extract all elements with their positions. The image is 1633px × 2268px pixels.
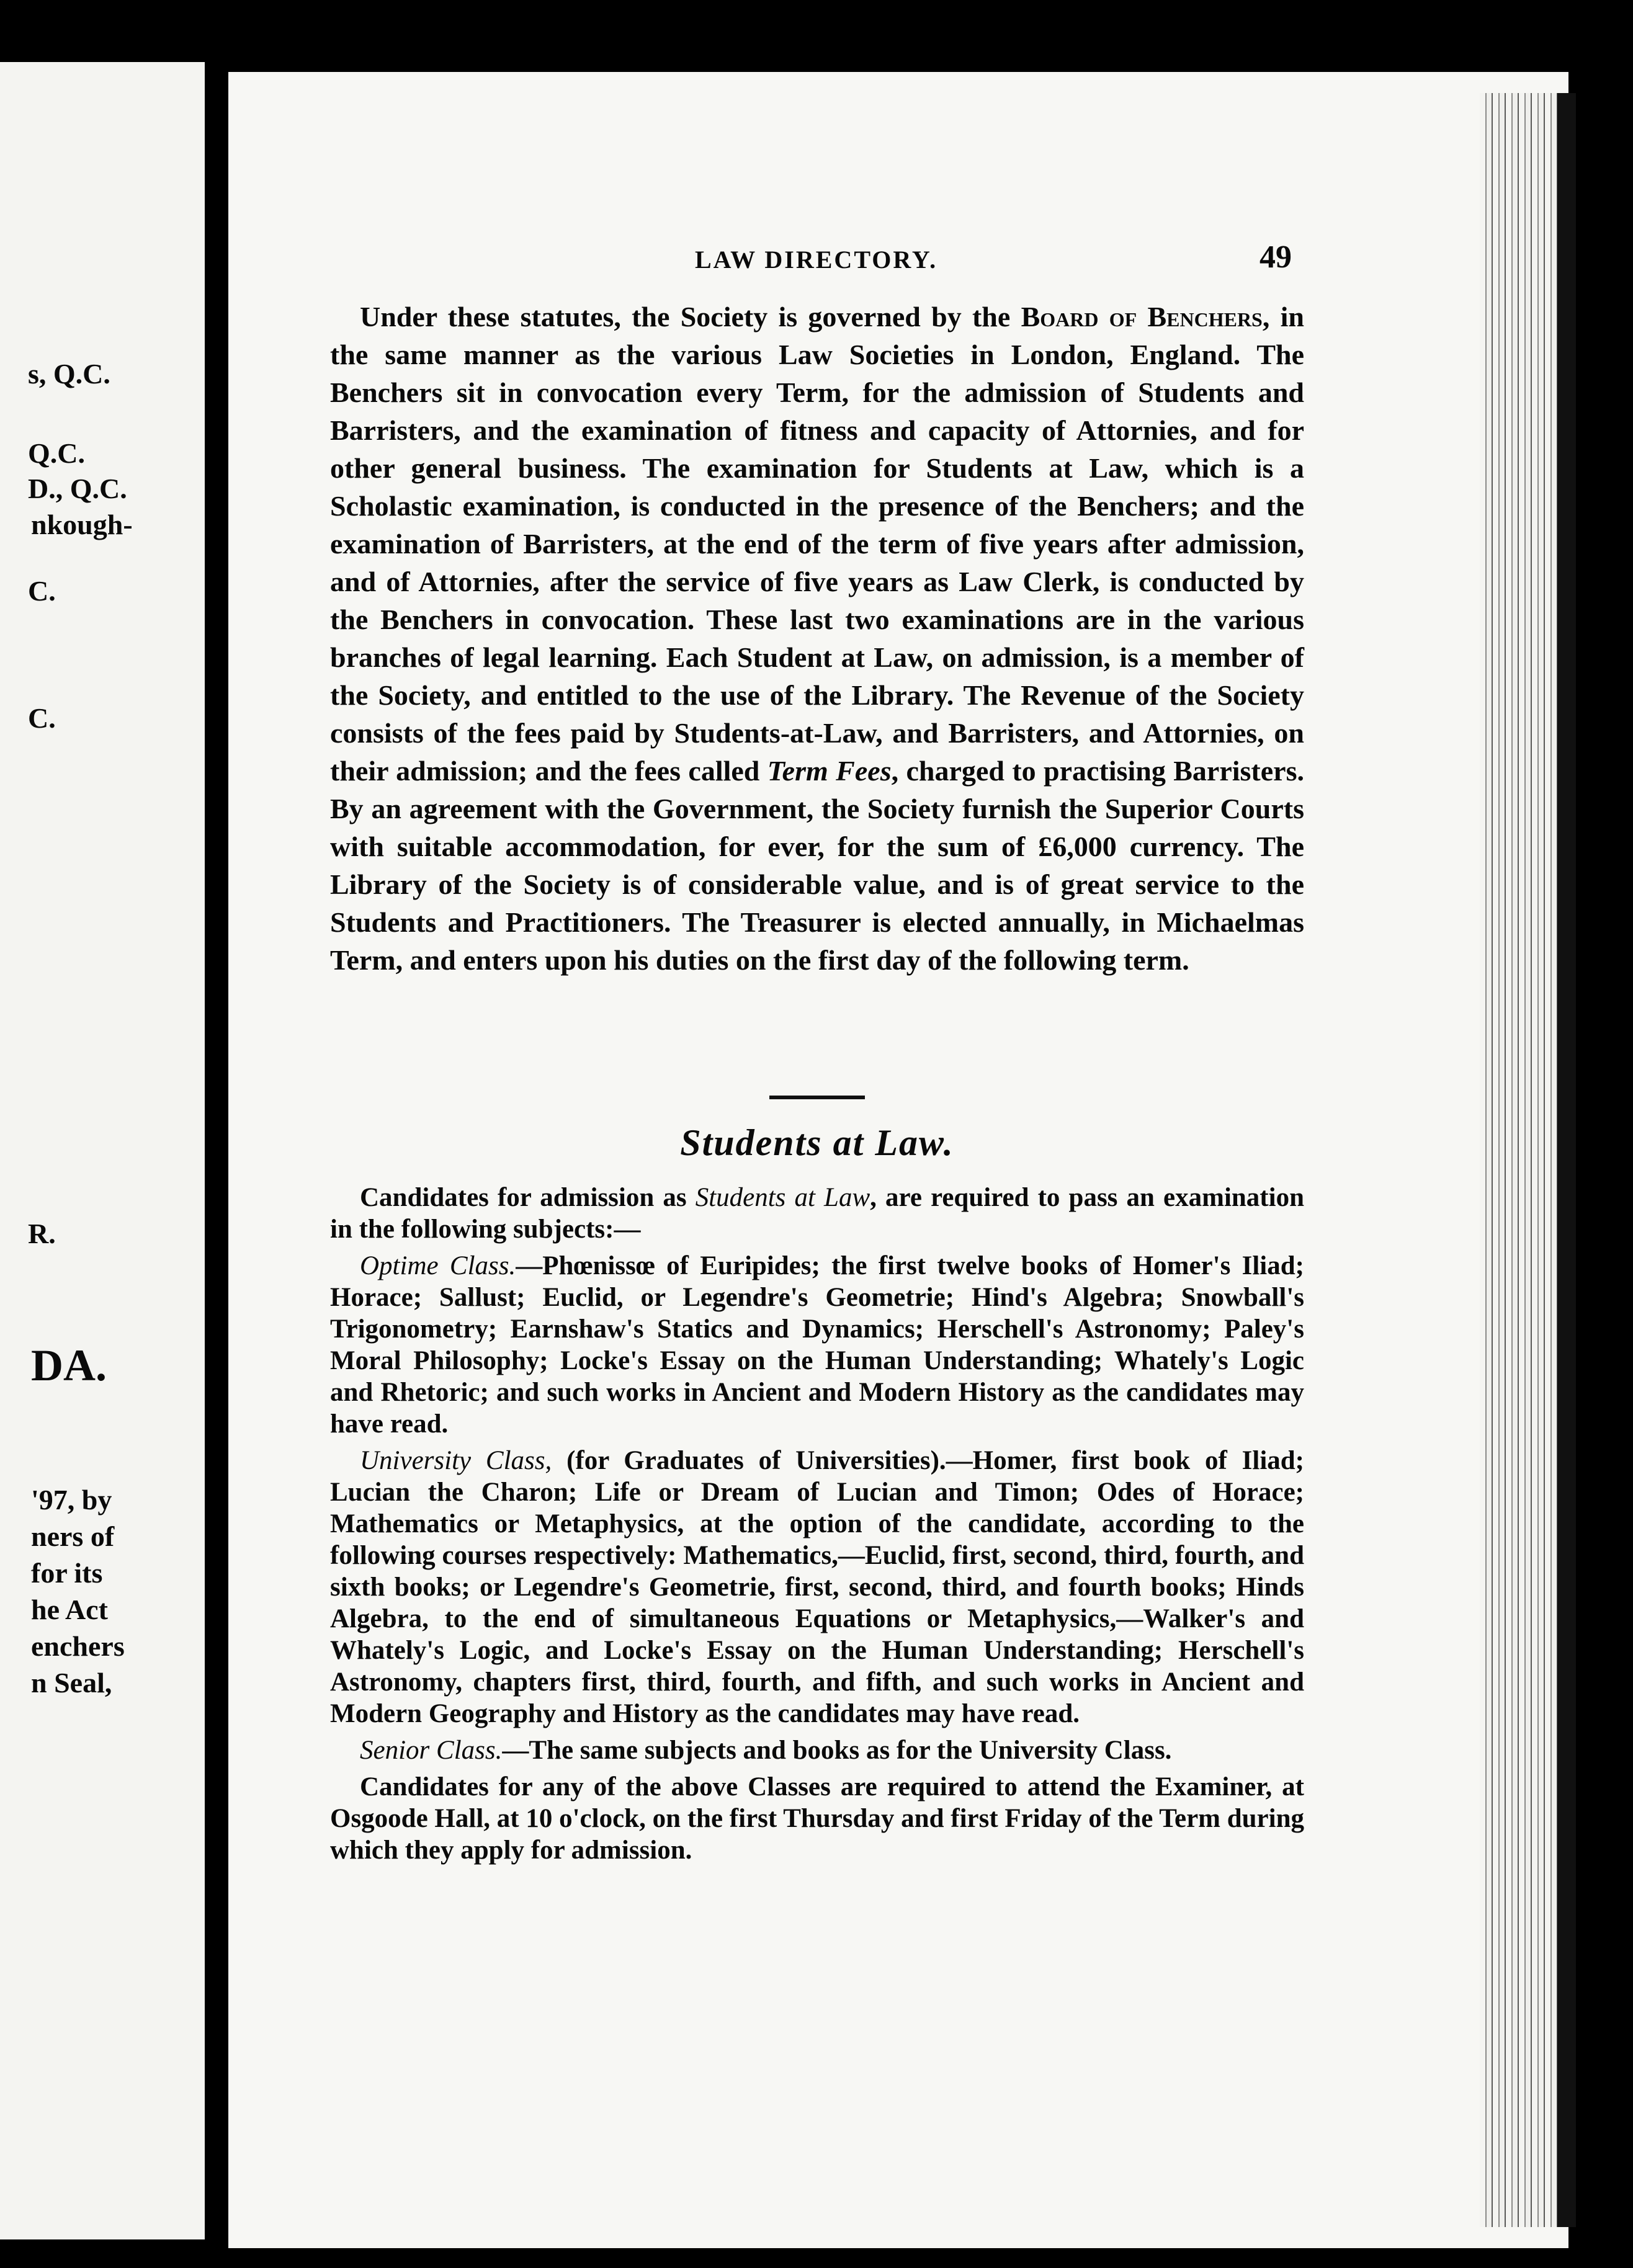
text-run: Candidates for admission as xyxy=(360,1183,696,1212)
left-facing-page xyxy=(0,62,205,2239)
governance-paragraph xyxy=(330,298,1304,979)
optime-class-paragraph xyxy=(330,1250,1304,1440)
closing-paragraph xyxy=(330,1771,1304,1866)
senior-class-paragraph xyxy=(330,1734,1304,1766)
left-fragment: Q.C. xyxy=(28,437,85,469)
section-divider xyxy=(769,1096,865,1099)
page-number: 49 xyxy=(1259,239,1292,275)
university-class-paragraph xyxy=(330,1445,1304,1730)
left-fragment: s, Q.C. xyxy=(28,358,110,390)
text-run: , in the same manner as the various Law Societies in London, England. The Benchers sit in convocation every Term, for the admission of Students and Barristers, and the examination of fitness and capacity of Attornies, and for other general business. The examination for Students at Law, which is a Scholastic examination, is conducted in the presence of the Benchers; and the examination of Barristers, at the end of the term of five years after admission, and of Attornies, after the service of five years as Law Clerk, is conducted by the Benchers in convocation. These last two examinations are in the various branches of legal learning. Each Student at Law, on admission, is a member of the Society, and entitled to the use of the Library. The Revenue of the Society consists of the fees paid by Students-at-Law, and Barristers, and Attornies, on their admission; and the fees called xyxy=(330,301,1304,787)
senior-class-label: Senior Class. xyxy=(360,1736,503,1765)
term-fees-text: Term Fees xyxy=(767,755,892,787)
left-fragment: n Seal, xyxy=(31,1667,112,1699)
students-section xyxy=(330,1182,1304,1871)
left-fragment: DA. xyxy=(31,1341,107,1390)
left-fragment: nkough- xyxy=(31,509,133,540)
left-fragment: C. xyxy=(28,575,56,607)
intro-paragraph xyxy=(330,1182,1304,1245)
left-fragment: R. xyxy=(28,1218,56,1249)
text-run: Under these statutes, the Society is governed by the xyxy=(360,301,1021,333)
text-run: , charged to practising Barristers. By an agreement with the Government, the Society furnish the Superior Courts with suitable accommodation, for ever, for the sum of £6,000 currency. The Library of the Society is of considerable value, and is of great service to the Students and Practitioners. The Treasurer is elected annually, in Michaelmas Term, and enters upon his duties on the first day of the following term. xyxy=(330,755,1304,976)
text-run: (for Graduates of Universities).—Homer, first book of Iliad; Lucian the Charon; Life or Dream of Lucian and Timon; Odes of Horace; Mathematics or Metaphysics, at the option of the candidate, according to the following courses respectively: Mathematics,—Euclid, first, second, third, fourth, and sixth books; or Legendre's Geometrie, first, second, third, and fourth books; Hinds Algebra, to the end of simultaneous Equations or Metaphysics,—Walker's and Whately's Logic, and Locke's Essay on the Human Understanding; Herschell's Astronomy, chapters first, third, fourth, and fifth, and such works in Ancient and Modern Geography and History as the candidates may have read. xyxy=(330,1446,1304,1728)
paragraph xyxy=(330,298,1304,979)
left-fragment: C. xyxy=(28,702,56,734)
board-of-benchers-text: Board of Benchers xyxy=(1021,301,1263,333)
students-at-law-text: Students at Law xyxy=(695,1183,870,1212)
left-fragment: D., Q.C. xyxy=(28,473,127,504)
text-run: —The same subjects and books as for the University Class. xyxy=(502,1736,1172,1765)
university-class-label: University Class, xyxy=(360,1446,552,1475)
text-run: Candidates for any of the above Classes are required to attend the Examiner, at Osgoode Hall, at 10 o'clock, on the first Thursday and first Friday of the Term during which they apply for admission. xyxy=(330,1772,1304,1865)
running-header: LAW DIRECTORY. xyxy=(695,246,938,274)
text-run: —Phœnissœ of Euripides; the first twelve books of Homer's Iliad; Horace; Sallust; Euclid, or Legendre's Geometrie; Hind's Algebra; Snowball's Trigonometry; Earnshaw's Statics and Dynamics; Herschell's Astronomy; Paley's Moral Philosophy; Locke's Essay on the Human Understanding; Whately's Logic and Rhetoric; and such works in Ancient and Modern History as the candidates may have read. xyxy=(330,1251,1304,1439)
left-fragment: enchers xyxy=(31,1630,125,1662)
left-fragment: for its xyxy=(31,1557,103,1589)
text-run: , are required to pass an examination in the following subjects:— xyxy=(330,1183,1304,1244)
page-edge-shadow xyxy=(1557,93,1576,2227)
left-fragment: ners of xyxy=(31,1520,115,1552)
book-gutter xyxy=(205,0,230,2268)
section-title: Students at Law. xyxy=(680,1122,954,1163)
optime-class-label: Optime Class. xyxy=(360,1251,516,1280)
left-fragment: '97, by xyxy=(31,1484,112,1516)
left-fragment: he Act xyxy=(31,1594,108,1625)
